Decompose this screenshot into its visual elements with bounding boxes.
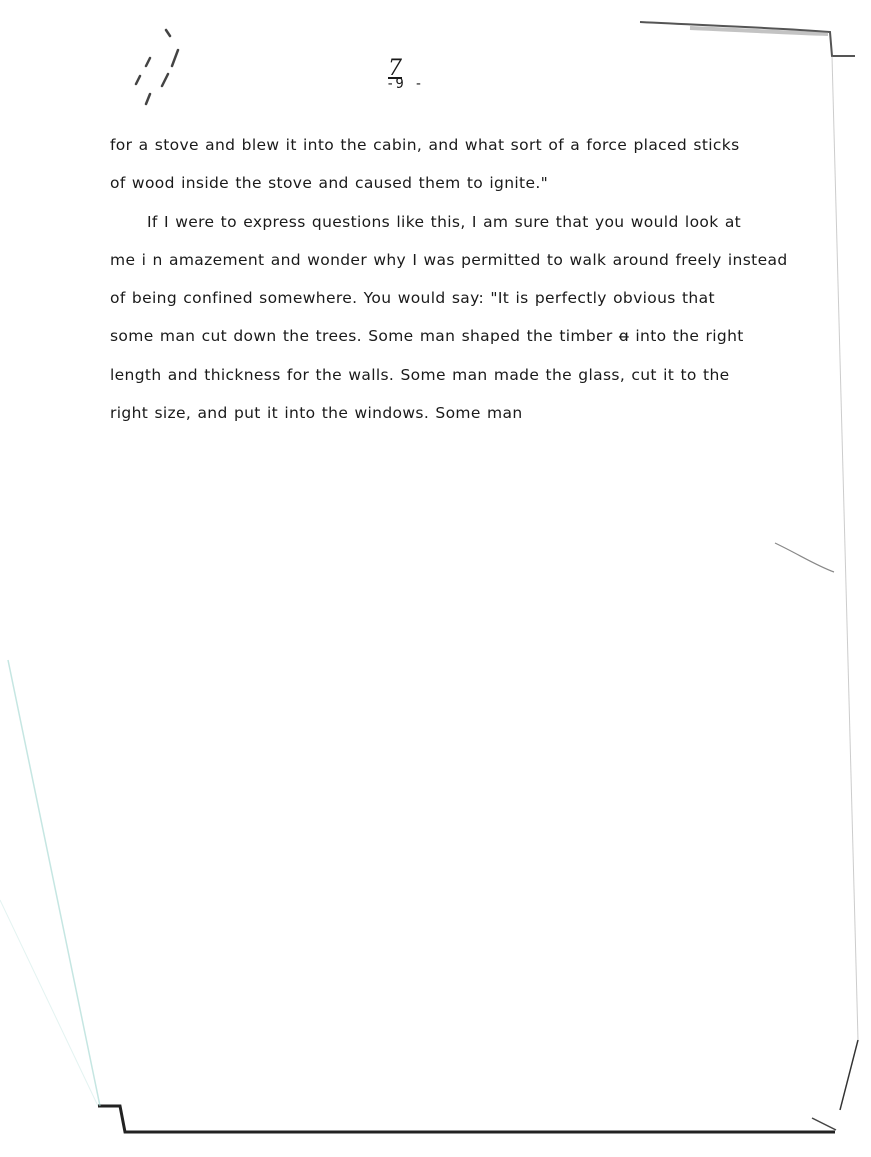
text-line: for a stove and blew it into the cabin, and what sort of a force placed sticks — [110, 136, 740, 154]
text-line: of being confined somewhere. You would say: "It is perfectly obvious that — [110, 289, 715, 308]
page-number — [370, 58, 440, 98]
left-edge-line — [8, 660, 100, 1106]
text-line: length and thickness for the walls. Some man made the glass, cut it to the — [110, 365, 730, 384]
bottom-right-corner — [812, 1118, 836, 1130]
text-line: some man cut down the trees. Some man shaped the timber ɑ̶ into the right — [110, 327, 744, 346]
right-edge-lower — [840, 1040, 858, 1110]
text-line: of wood inside the stove and caused them to ignite." — [110, 174, 549, 193]
bottom-edge-shadow — [98, 1106, 835, 1132]
text-line: right size, and put it into the windows. Some man — [110, 404, 523, 423]
page-number-typed: -9 - — [386, 76, 424, 92]
page-number-handwritten: 7 — [388, 56, 402, 81]
margin-scratch — [775, 543, 834, 572]
text-line: me i n amazement and wonder why I was permitted to walk around freely instead — [110, 250, 788, 269]
text-line: If I were to express questions like this, I am sure that you would look at — [147, 212, 742, 231]
left-edge-lower — [0, 900, 98, 1106]
top-right-edge-shadow — [640, 22, 855, 56]
pencil-marks — [136, 30, 178, 104]
body-text — [110, 130, 810, 436]
right-edge-line — [832, 56, 858, 1040]
